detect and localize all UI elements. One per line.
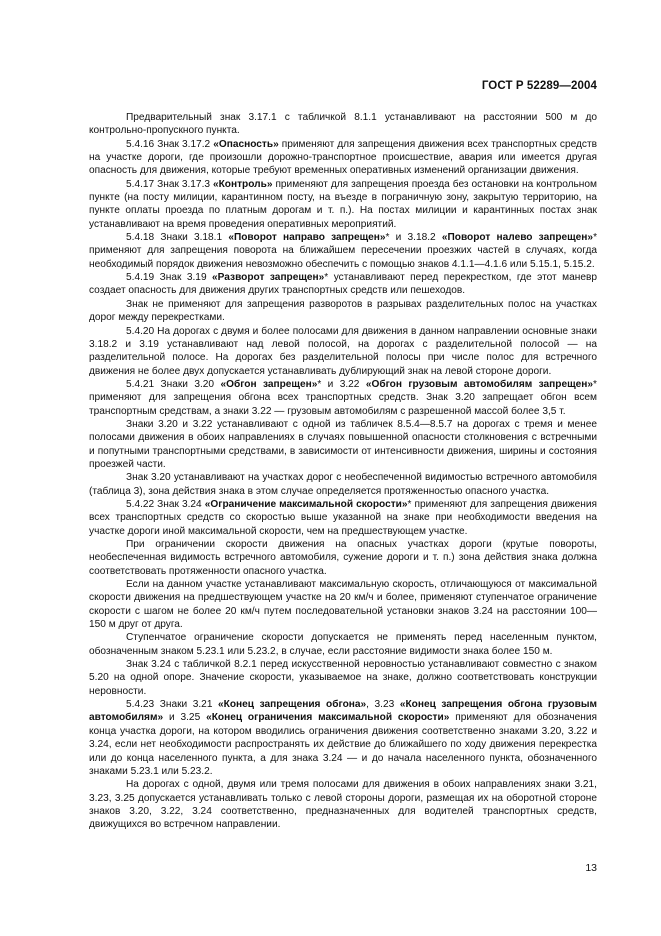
text-run: * применяют для запрещения движения всех транспортных средств со скоростью выше указанной на знаке при необходимости введения на участке дороги иной максимальной скорости, чем на предшествующем участке. (89, 498, 597, 537)
paragraph-5-4-23 (89, 698, 597, 778)
sign-name: «Поворот налево запрещен» (441, 232, 594, 244)
text-run: 5.4.21 Знаки 3.20 (126, 378, 221, 390)
paragraph-5-4-18 (89, 231, 597, 271)
sign-name: «Обгон запрещен» (220, 378, 318, 390)
sign-name: «Контроль» (212, 178, 273, 190)
sign-name: «Конец запрещения обгона грузовым автомобилям» (89, 699, 597, 724)
text-run: 5.4.19 Знак 3.19 (126, 272, 213, 284)
text-run: * применяют для запрещения поворота на ближайшем пересечении проезжих частей в случаях, когда необходимый порядок движения невозможно обеспечить с помощью знаков 4.1.1—4.1.6 или 5.15.1, 5.15.2. (89, 232, 598, 270)
text-run: 5.4.16 Знак 3.17.2 (126, 138, 214, 150)
paragraph-5-4-20 (89, 325, 597, 378)
text-run: 5.4.20 На дорогах с двумя и более полосами для движения в данном направлении основные знаки 3.18.2 и 3.19 устанавливают над левой полосой, на дорогах с разделительной полосой — на разделительной полосе. На дорогах без разделительной полосы при числе полос для встречного движения не более двух допускается устанавливать дублирующий знак на левой стороне дороги. (89, 325, 597, 377)
paragraph-5-4-19 (89, 271, 597, 298)
sign-name: «Конец запрещения обгона» (218, 699, 367, 711)
sign-name: «Разворот запрещен» (212, 272, 325, 284)
sign-name: «Опасность» (213, 138, 279, 150)
paragraph (89, 111, 597, 138)
sign-name: «Поворот направо запрещен» (228, 232, 386, 244)
text-run: Ступенчатое ограничение скорости допускается не применять перед населенным пунктом, обозначенным знаком 5.23.1 или 5.23.2, в случае, если расстояние видимости знака более 150 м. (89, 632, 597, 657)
text-run: Знаки 3.20 и 3.22 устанавливают с одной из табличек 8.5.4—8.5.7 на дорогах с тремя и менее полосами движения в обоих направлениях в случаях повышенной опасности столкновения с встречными и попутными транспортными средствами, в зависимости от интенсивности движения, ширины и состояния проезжей части. (89, 418, 597, 470)
paragraph (89, 298, 597, 325)
sign-name: «Обгон грузовым автомобилям запрещен» (365, 378, 594, 390)
text-run: , 3.23 (366, 699, 400, 711)
text-run: 5.4.18 Знаки 3.18.1 (126, 232, 229, 244)
text-run: Знак не применяют для запрещения разворотов в разрывах разделительных полос на участках дорог между перекрестками. (89, 298, 597, 324)
body-text (89, 111, 597, 832)
text-run: * и 3.22 (317, 378, 366, 390)
text-run: применяют для запрещения движения всех транспортных средств на участке дороги, где произошли дорожно-транспортное происшествие, авария или имеется другая опасность для движения, которые требуют временных оперативных изменений организации движения. (89, 138, 597, 177)
text-run: * применяют для запрещения обгона всех транспортных средств. Знак 3.20 запрещает обгон всем транспортным средствам, а знаки 3.22 — грузовым автомобилям с разрешенной массой более 3,5 т. (89, 378, 597, 417)
paragraph-5-4-21 (89, 378, 597, 418)
text-run: Предварительный знак 3.17.1 с табличкой 8.1.1 устанавливают на расстоянии 500 м до контрольно-пропускного пункта. (89, 112, 597, 137)
text-run: 5.4.23 Знаки 3.21 (126, 699, 219, 711)
paragraph (89, 538, 597, 578)
text-run: Знак 3.24 с табличкой 8.2.1 перед искусственной неровностью устанавливают совместно с знаком 5.20 на одной опоре. Значение скорости, указываемое на знаке, должно соответствовать конструкции неровности. (89, 659, 597, 697)
text-run: При ограничении скорости движения на опасных участках дороги (крутые повороты, необеспеченная видимость встречного автомобиля, сужение дороги и т. п.) зона действия знака должна соответствовать протяженности опасного участка. (89, 539, 597, 577)
sign-name: «Конец ограничения максимальной скорости» (206, 712, 450, 724)
text-run: Знак 3.20 устанавливают на участках дорог с необеспеченной видимостью встречного автомобиля (таблица 3), зона действия знака в этом случае определяется протяженностью опасного участка. (89, 472, 597, 497)
standard-designation: ГОСТ Р 52289—2004 (481, 80, 597, 92)
text-run: применяют для запрещения проезда без остановки на контрольном пункте (на посту милиции, карантинном посту, на въезде в пограничную зону, закрытую территорию, на пункте оплаты проезда по платным дорогам и т. п.). На постах милиции и карантинных постах знак устанавливают на время проведения оперативных мероприятий. (89, 178, 597, 230)
paragraph-5-4-17 (89, 178, 597, 231)
paragraph-5-4-22 (89, 498, 597, 538)
text-run: применяют для обозначения конца участка дороги, на котором вводились ограничения движения соответственно знаками 3.20, 3.22 и 3.24, если нет необходимости распространять их действие до ближайшего по ходу движения перекрестка или до конца населенного пункта, а для знака 3.24 — и до начала населенного пункта, обозначенного знаками 5.23.1 или 5.23.2. (89, 712, 597, 777)
text-run: 5.4.22 Знак 3.24 (126, 498, 205, 510)
sign-name: «Ограничение максимальной скорости» (204, 498, 408, 510)
paragraph (89, 778, 597, 831)
text-run: * устанавливают перед перекрестком, где этот маневр создает опасность для движения других транспортных средств или пешеходов. (89, 272, 597, 297)
text-run: 5.4.17 Знак 3.17.3 (126, 178, 213, 190)
paragraph (89, 418, 597, 471)
text-run: На дорогах с одной, двумя или тремя полосами для движения в обоих направлениях знаки 3.21, 3.23, 3.25 допускается устанавливать только с левой стороны дороги, размещая их на оборотной стороне знаков 3.20, 3.22, 3.24 соответственно, предназначенных для водителей транспортных средств, движущихся во встречном направлении. (89, 779, 597, 831)
text-run: и 3.25 (163, 712, 207, 724)
page-number: 13 (585, 862, 597, 874)
paragraph (89, 631, 597, 658)
paragraph (89, 578, 597, 631)
paragraph (89, 471, 597, 498)
paragraph (89, 658, 597, 698)
text-run: * и 3.18.2 (385, 232, 442, 244)
text-run: Если на данном участке устанавливают максимальную скорость, отличающуюся от максимальной скорости движения на предшествующем участке на 20 км/ч и более, применяют ступенчатое ограничение скорости с шагом не более 20 км/ч путем последовательной установки знаков 3.24 на расстоянии 100—150 м друг от друга. (89, 579, 597, 631)
paragraph-5-4-16 (89, 138, 597, 178)
